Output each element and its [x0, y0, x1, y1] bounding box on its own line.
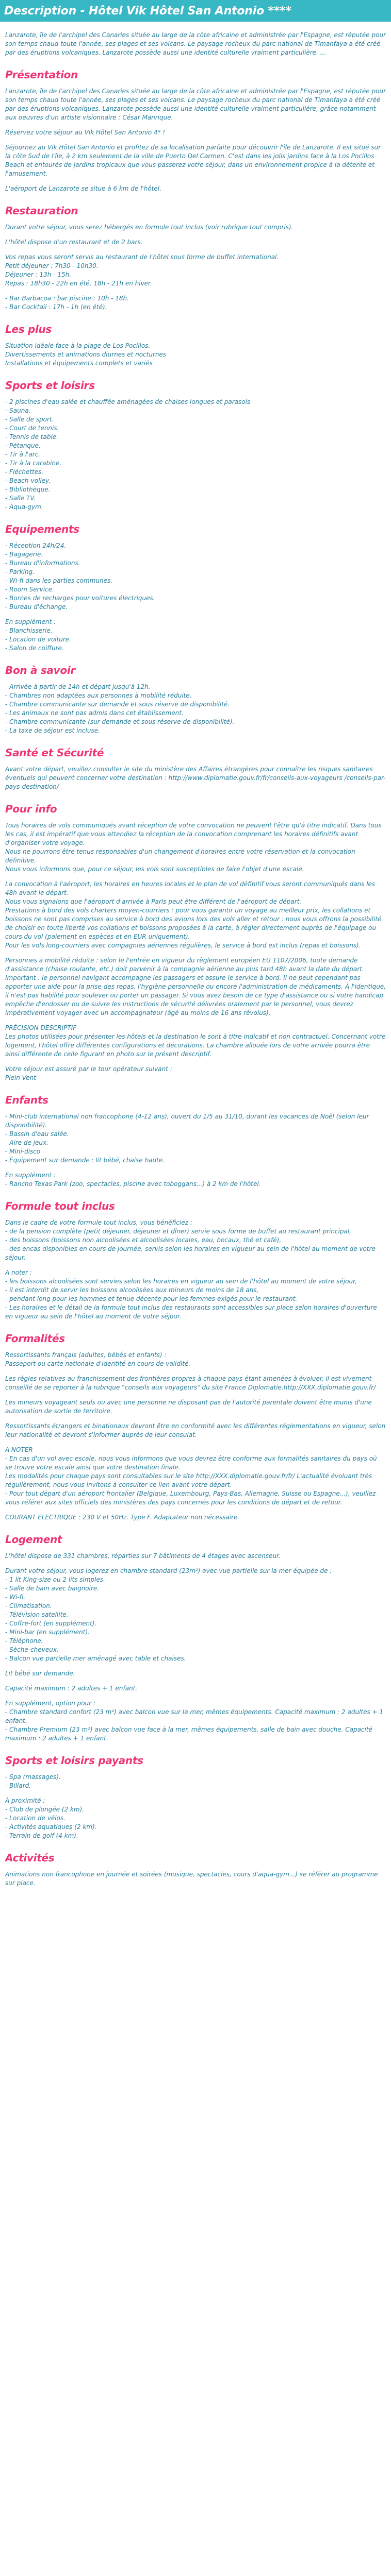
- paragraph-group: [5, 1398, 386, 1416]
- text-line: - de la pension complète (petit déjeuner, déjeuner et dîner) servie sous forme de buffet au restaurant principal,: [5, 1228, 352, 1235]
- text-line: - Télévision satellite.: [5, 1611, 69, 1618]
- text-line: - Salle TV.: [5, 495, 36, 502]
- text-line: - Mini-disco: [5, 1148, 41, 1155]
- text-line: - Bar Cocktail : 17h - 1h (en été).: [5, 303, 107, 311]
- section-sports: [5, 379, 386, 512]
- text-line: Nous vous informons que, pour ce séjour, les vols sont susceptibles de faire l'objet d'une escale.: [5, 866, 304, 873]
- text-line: - 1 lit King-size ou 2 lits simples.: [5, 1576, 105, 1583]
- paragraph-group: [5, 765, 386, 791]
- text-line: Important : le personnel navigant accompagne les passagers et assure le service à bord. Il ne peut cependant pas apporter une aide pour la prise des repas, l'hygiène personnelle ou encore l'administration de médicaments. À l'identique, il n'est pas habilité pour soulever ou porter un passager. Si vous avez besoin de ce type d'assistance ou si votre handicap empêche d'endosser ou de suivre les instructions de sécurité délivrées oralement par le personnel, vous devrez impérativement voyager avec un accompagnateur (âgé au moins de 16 ans révolus).: [5, 974, 386, 1016]
- text-line: - Mini-bar (en supplément).: [5, 1629, 90, 1636]
- paragraph-group: [5, 1218, 386, 1262]
- text-line: - Location de vélos.: [5, 1815, 66, 1822]
- text-line: - Bureau d'informations.: [5, 560, 80, 567]
- section-formule: [5, 1200, 386, 1321]
- section-title-logement: Logement: [5, 1533, 62, 1546]
- description-content: [0, 22, 391, 1888]
- paragraph-group: [5, 184, 386, 193]
- text-line: - Spa (massages).: [5, 1773, 61, 1781]
- section-restauration: [5, 205, 386, 312]
- text-line: - Balcon vue partielle mer aménagé avec table et chaises.: [5, 1655, 186, 1662]
- text-line: Personnes à mobilité réduite : selon le l'entrée en vigueur du règlement européen EU 1107/2006, toute demande d'assistance (chaise roulante, etc.) doit parvenir à la compagnie aérienne au plus tard 48h avant la date du départ.: [5, 957, 364, 973]
- paragraph-group: [5, 128, 386, 137]
- section-title-formalites: Formalités: [5, 1332, 65, 1345]
- text-line: - Aqua-gym.: [5, 503, 43, 511]
- text-line: Lit bébé sur demande.: [5, 1670, 75, 1677]
- text-line: - Bornes de recharges pour voitures électriques.: [5, 595, 155, 602]
- section-activites: [5, 1852, 386, 1888]
- text-line: Les mineurs voyageant seuls ou avec une personne ne disposant pas de l'autorité parentale doivent être munis d'une autorisation de sortie de territoire.: [5, 1399, 372, 1415]
- text-line: Petit déjeuner : 7h30 - 10h30.: [5, 262, 99, 269]
- text-line: L'hôtel dispose d'un restaurant et de 2 bars.: [5, 239, 143, 246]
- text-line: A NOTER: [5, 1446, 33, 1453]
- text-line: - Location de voiture.: [5, 636, 71, 643]
- text-line: Dans le cadre de votre formule tout inclus, vous bénéficiez :: [5, 1219, 192, 1226]
- paragraph-group: [5, 1351, 386, 1368]
- section-title-activites: Activités: [5, 1852, 55, 1864]
- text-line: En supplément :: [5, 618, 56, 625]
- text-line: - Aire de jeux.: [5, 1139, 48, 1146]
- section-plus: [5, 323, 386, 368]
- text-line: - des boissons (boissons non alcoolisées et alcoolisées locales, eau, bocaux, thé et café),: [5, 1236, 282, 1244]
- text-line: - Les animaux ne sont pas admis dans cet établissement.: [5, 709, 184, 717]
- text-line: - Chambre communicante sur demande et sous réserve de disponibilité.: [5, 701, 230, 708]
- section-equipements: [5, 523, 386, 653]
- text-line: - pendant long pour les hommes et tenue décente pour les femmes exigés pour le restaurant.: [5, 1295, 298, 1302]
- text-line: - Équipement sur demande : lit bébé, chaise haute.: [5, 1157, 165, 1164]
- paragraph-group: [5, 143, 386, 178]
- text-line: - Parking.: [5, 568, 35, 575]
- text-line: - Wi-fi.: [5, 1594, 26, 1601]
- text-line: Plein Vent: [5, 1074, 36, 1081]
- text-line: - Sèche-cheveux.: [5, 1646, 59, 1653]
- section-title-restauration: Restauration: [5, 205, 78, 217]
- text-line: Repas : 18h30 - 22h en été, 18h - 21h en hiver.: [5, 280, 152, 287]
- text-line: - Tir à l'arc.: [5, 451, 41, 458]
- text-line: - Bassin d'eau salée.: [5, 1130, 69, 1138]
- section-logement: [5, 1533, 386, 1743]
- paragraph-group: [5, 1065, 386, 1082]
- paragraph-group: [5, 1268, 386, 1321]
- text-line: Durant votre séjour, vous logerez en chambre standard (23m²) avec vue partielle sur la mer équipée de :: [5, 1567, 332, 1574]
- page-title: Description - Hôtel Vik Hôtel San Antonio ****: [4, 4, 291, 18]
- text-line: - Bibliothèque.: [5, 486, 51, 493]
- text-line: - Chambre standard confort (23 m²) avec balcon vue sur la mer, mêmes équipements. Capacité maximum : 2 adultes + 1 enfant.: [5, 1708, 384, 1724]
- section-formalites: [5, 1332, 386, 1522]
- text-line: Durant votre séjour, vous serez hébergés en formule tout inclus (voir rubrique tout compris).: [5, 224, 294, 231]
- section-title-plus: Les plus: [5, 323, 52, 335]
- text-line: PRÉCISION DESCRIPTIF: [5, 1024, 77, 1031]
- text-line: - Arrivée à partir de 14h et départ jusqu'à 12h.: [5, 683, 151, 690]
- section-title-info: Pour info: [5, 803, 57, 815]
- text-line: En supplément, option pour :: [5, 1700, 95, 1707]
- text-line: Les modalités pour chaque pays sont consultables sur le site http://XXX.diplomatie.gouv.fr/fr/ L'actualité évoluant très régulièrement, nous vous invitons à consulter ce lien avant votre départ.: [5, 1472, 372, 1488]
- title-bar: [0, 0, 391, 22]
- paragraph-group: [5, 1773, 386, 1790]
- text-line: Ressortissants étrangers et binationaux devront être en conformité avec les différentes réglementations en vigueur, selon leur nationalité et devront s'informer auprès de leur consulat.: [5, 1422, 386, 1438]
- text-line: Nous vous signalons que l'aéroport d'arrivée à Paris peut être différent de l'aéroport de départ.: [5, 898, 302, 905]
- paragraph-group: [5, 683, 386, 735]
- paragraph-group: [5, 1567, 386, 1663]
- paragraph-group: [5, 1171, 386, 1189]
- paragraph-group: [5, 1552, 386, 1561]
- intro-paragraph: Lanzarote, île de l'archipel des Canaries située au large de la côte africaine et administrée par l'Espagne, est réputée pour son temps chaud toute l'année, ses plages et ses volcans. Le paysage rocheux du parc national de Timanfaya a été créé par des éruptions volcaniques. Lanzarote possède aussi une identité culturelle vraiment particulière. ...: [5, 31, 386, 56]
- text-line: - Chambre communicante (sur demande et sous réserve de disponibilité).: [5, 718, 235, 725]
- text-line: À proximité :: [5, 1797, 45, 1804]
- text-line: A noter :: [5, 1269, 32, 1276]
- text-line: - Pétanque.: [5, 442, 41, 449]
- text-line: - Activités aquatiques (2 km).: [5, 1823, 97, 1831]
- section-title-presentation: Présentation: [5, 69, 78, 81]
- paragraph-group: [5, 1024, 386, 1059]
- text-line: L'hôtel dispose de 331 chambres, réparties sur 7 bâtiments de 4 étages avec ascenseur.: [5, 1552, 281, 1560]
- text-line: - En cas d'un vol avec escale, nous vous informons que vous devrez être conforme aux formalités sanitaires du pays où se trouve votre escale ainsi que votre destination finale.: [5, 1455, 377, 1471]
- text-line: En supplément :: [5, 1172, 56, 1179]
- text-line: - Pour tout départ d'un aéroport frontalier (Belgique, Luxembourg, Pays-Bas, Allemagne, Suisse ou Espagne...), veuillez vous référer aux sites officiels des ministères des pays concernés pour les conditions de départ et de retour.: [5, 1490, 376, 1506]
- text-line: - Rancho Texas Park (zoo, spectacles, piscine avec toboggans...) à 2 km de l'hôtel.: [5, 1180, 261, 1188]
- text-line: - Billard.: [5, 1782, 31, 1789]
- paragraph-group: [5, 1699, 386, 1743]
- intro-block: [5, 31, 386, 57]
- text-line: - Réception 24h/24.: [5, 542, 67, 549]
- section-title-bonasavoir: Bon à savoir: [5, 664, 75, 676]
- text-line: - 2 piscines d'eau salée et chauffée aménagées de chaises longues et parasols: [5, 398, 251, 405]
- section-sante: [5, 747, 386, 791]
- text-line: Les règles relatives au franchissement des frontières propres à chaque pays étant amenées à évoluer, il est vivement conseillé de se reporter à la rubrique "conseils aux voyageurs" du site France Diplomatie.http://XXX.diplomatie.gouv.fr/: [5, 1375, 376, 1391]
- section-title-sportspayants: Sports et loisirs payants: [5, 1754, 143, 1767]
- paragraph-group: [5, 238, 386, 247]
- text-line: - Tennis de table.: [5, 433, 59, 440]
- paragraph-group: [5, 1112, 386, 1165]
- text-line: - Blanchisserie.: [5, 627, 53, 634]
- text-line: - Chambre Premium (23 m²) avec balcon vue face à la mer, mêmes équipements, salle de bain avec douche. Capacité maximum : 2 adultes + 1 enfant.: [5, 1726, 372, 1742]
- paragraph-group: [5, 1446, 386, 1507]
- paragraph-group: [5, 541, 386, 612]
- text-line: Séjournez au Vik Hôtel San Antonio et profitez de sa localisation parfaite pour découvrir l'île de Lanzarote. Il est situé sur la côte Sud de l'île, à 2 km seulement de la ville de Puerto Del Carmen. C'est dans les jolis jardins face à la Los Pocillos Beach et entourés de jardins tropicaux que vous passerez votre séjour, dans un environnement propice à la détente et l'amusement.: [5, 144, 381, 177]
- paragraph-group: [5, 1870, 386, 1888]
- text-line: - La taxe de séjour est incluse.: [5, 727, 100, 734]
- text-line: - Terrain de golf (4 km).: [5, 1832, 78, 1839]
- text-line: Les photos utilisées pour présenter les hôtels et la destination le sont à titre indicatif et non contractuel. Concernant votre logement, l'hôtel offre différentes configurations et décorations. La chambre allouée lors de votre arrivée pourra être ainsi différente de celle figurant en photo sur le présent descriptif.: [5, 1033, 386, 1058]
- paragraph-group: [5, 342, 386, 368]
- section-title-formule: Formule tout inclus: [5, 1200, 115, 1212]
- text-line: Capacité maximum : 2 adultes + 1 enfant.: [5, 1685, 138, 1692]
- text-line: Situation idéale face à la plage de Los Pocillos.: [5, 342, 151, 349]
- paragraph-group: [5, 223, 386, 232]
- text-line: - Salon de coiffure.: [5, 645, 64, 652]
- text-line: Déjeuner : 13h - 15h.: [5, 271, 72, 278]
- paragraph-group: [5, 1797, 386, 1840]
- text-line: Ressortissants français (adultes, bébés et enfants) :: [5, 1351, 167, 1359]
- paragraph-group: [5, 956, 386, 1018]
- text-line: - Salle de sport.: [5, 416, 54, 423]
- text-line: Nous ne pourrons être tenus responsables d'un changement d'horaires entre votre réservation et la convocation définitive.: [5, 848, 355, 864]
- text-line: Tous horaires de vols communiqués avant réception de votre convocation ne peuvent l'être qu'à titre indicatif. Dans tous les cas, il est impératif que vous attendiez la réception de la convocation comprenant les horaires définitifs avant d'organiser votre voyage.: [5, 822, 382, 846]
- text-line: Divertissements et animations diurnes et nocturnes: [5, 351, 167, 358]
- text-line: - les boissons alcoolisées sont servies selon les horaires en vigueur au sein de l'hôtel au moment de votre séjour,: [5, 1278, 357, 1285]
- paragraph-group: [5, 398, 386, 512]
- section-sportspayants: [5, 1754, 386, 1840]
- paragraph-group: [5, 87, 386, 122]
- text-line: La convocation à l'aéroport, les horaires en heures locales et le plan de vol définitif vous seront communiqués dans les 48h avant le départ.: [5, 880, 376, 896]
- text-line: - Coffre-fort (en supplément).: [5, 1620, 97, 1627]
- text-line: - Room Service.: [5, 586, 54, 593]
- text-line: Avant votre départ, veuillez consulter le site du ministère des Affaires étrangères pour connaître les risques sanitaires éventuels qui peuvent concerner votre destination : http://www.diplomatie.gouv.fr/fr/conseils-aux-voyageurs /conseils-par-pays-destination/: [5, 766, 386, 790]
- text-line: - Court de tennis.: [5, 425, 59, 432]
- section-title-enfants: Enfants: [5, 1094, 48, 1106]
- section-presentation: [5, 69, 386, 193]
- text-line: - Wi-fi dans les parties communes.: [5, 577, 113, 584]
- text-line: Lanzarote, île de l'archipel des Canaries située au large de la côte africaine et administrée par l'Espagne, est réputée pour son temps chaud toute l'année, ses plages et ses volcans. Le paysage rocheux du parc national de Timanfaya a été créé par des éruptions volcaniques. Lanzarote possède aussi une identité culturelle vraiment particulière, grâce notamment aux oeuvres d'un artiste visionnaire : César Manrique.: [5, 88, 386, 121]
- section-title-equipements: Equipements: [5, 523, 79, 535]
- text-line: Prestations à bord des vols charters moyen-courriers : pour vous garantir un voyage au meilleur prix, les collations et boissons ne sont pas comprises au service à bord des avions lors des vols aller et retour : nous vous offrons la possibilité de choisir en toute liberté vos collations et boissons proposées à la carte, à régler directement auprès de l'équipage ou cours du vol (paiement en espèces et en EUR uniquement).: [5, 907, 382, 940]
- text-line: - il est interdit de servir les boissons alcoolisées aux mineurs de moins de 18 ans,: [5, 1286, 259, 1294]
- section-enfants: [5, 1094, 386, 1189]
- text-line: - Sauna.: [5, 407, 31, 414]
- text-line: - Beach-volley.: [5, 477, 51, 484]
- text-line: Animations non francophone en journée et soirées (musique, spectacles, cours d'aqua-gym...) se référer au programme sur place.: [5, 1871, 378, 1887]
- text-line: Vos repas vous seront servis au restaurant de l'hôtel sous forme de buffet international.: [5, 253, 279, 261]
- paragraph-group: [5, 1513, 386, 1522]
- paragraph-group: [5, 821, 386, 874]
- paragraph-group: [5, 253, 386, 288]
- text-line: Pour les vols long-courriers avec compagnies aériennes régulières, le service à bord est inclus (repas et boissons).: [5, 942, 361, 949]
- text-line: - Les horaires et le détail de la formule tout inclus des restaurants sont accessibles sur place selon horaires d'ouverture en vigueur au sein de l'hôtel au moment de votre séjour.: [5, 1304, 377, 1320]
- paragraph-group: [5, 1375, 386, 1392]
- text-line: - Club de plongée (2 km).: [5, 1806, 85, 1813]
- text-line: - Climatisation.: [5, 1602, 52, 1609]
- text-line: - Bagagerie.: [5, 551, 43, 558]
- text-line: Installations et équipements complets et variés: [5, 360, 153, 367]
- paragraph-group: [5, 1669, 386, 1678]
- text-line: Passeport ou carte nationale d'identité en cours de validité.: [5, 1360, 191, 1367]
- text-line: COURANT ELECTRIQUE : 230 V et 50Hz. Type F. Adaptateur non nécessaire.: [5, 1514, 240, 1521]
- text-line: - des encas disponibles en cours de journée, servis selon les horaires en vigueur au sein de l'hôtel au moment de votre séjour.: [5, 1245, 376, 1261]
- text-line: - Chambres non adaptées aux personnes à mobilité réduite.: [5, 692, 192, 699]
- text-line: - Bar Barbacoa : bar piscine : 10h - 18h.: [5, 295, 129, 302]
- section-info: [5, 803, 386, 1082]
- section-bonasavoir: [5, 664, 386, 735]
- text-line: - Bureau d'échange.: [5, 603, 68, 611]
- text-line: - Tir à la carabine.: [5, 460, 62, 467]
- text-line: - Fléchettes.: [5, 468, 44, 476]
- paragraph-group: [5, 294, 386, 312]
- text-line: Réservez votre séjour au Vik Hôtel San Antonio 4* !: [5, 129, 166, 136]
- section-title-sante: Santé et Sécurité: [5, 747, 104, 759]
- paragraph-group: [5, 1684, 386, 1693]
- paragraph-group: [5, 880, 386, 950]
- section-title-sports: Sports et loisirs: [5, 379, 95, 392]
- text-line: - Salle de bain avec baignoire.: [5, 1585, 100, 1592]
- text-line: L'aéroport de Lanzarote se situe à 6 km de l'hôtel.: [5, 185, 161, 192]
- text-line: - Téléphone.: [5, 1637, 43, 1645]
- paragraph-group: [5, 1422, 386, 1439]
- text-line: Votre séjour est assuré par le tour opérateur suivant :: [5, 1065, 172, 1073]
- paragraph-group: [5, 618, 386, 653]
- text-line: - Mini-club international non francophone (4-12 ans), ouvert du 1/5 au 31/10, durant les vacances de Noël (selon leur disponibilité).: [5, 1113, 369, 1129]
